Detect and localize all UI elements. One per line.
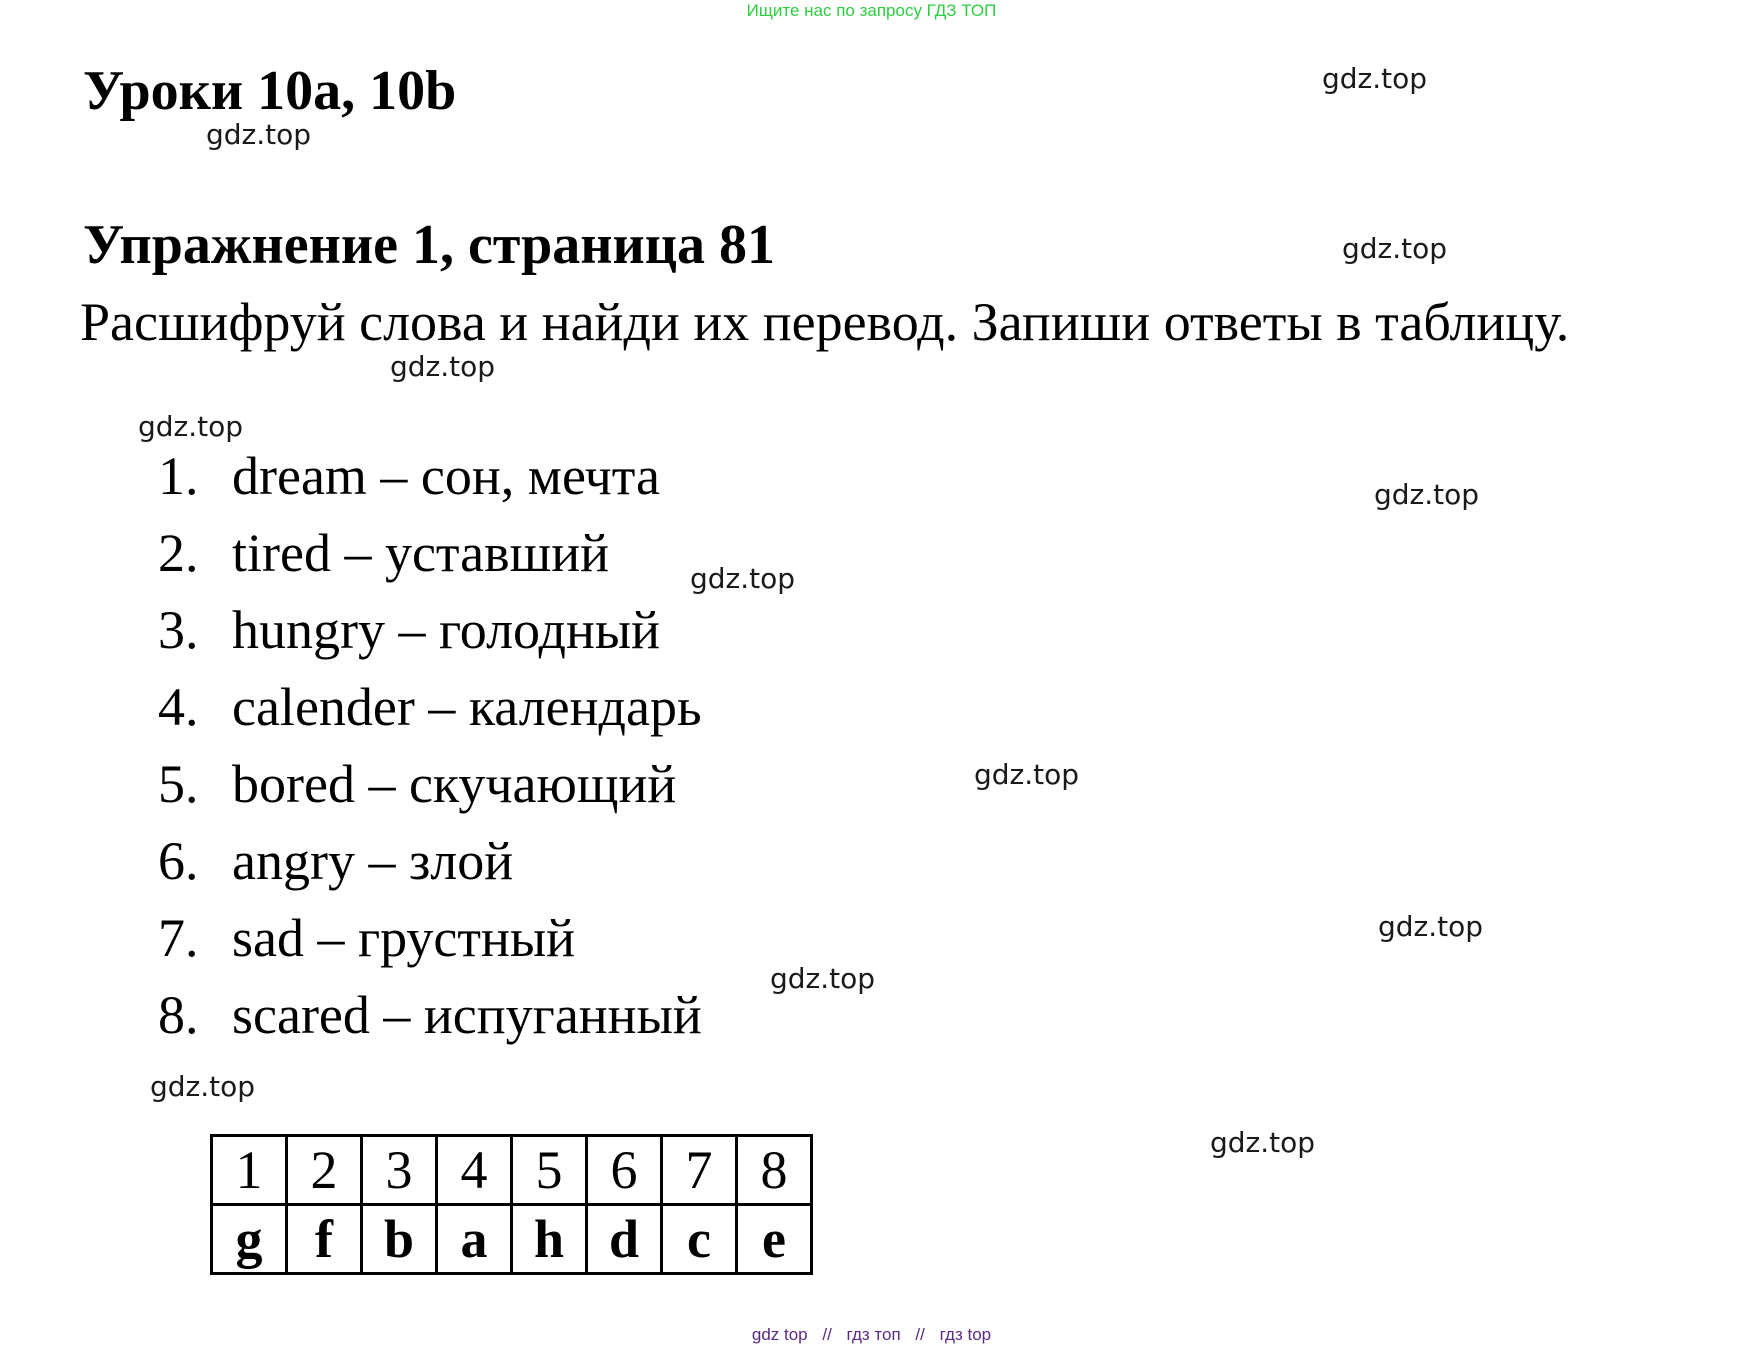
answer-letter-cell: b	[362, 1205, 437, 1274]
bottom-banner	[0, 1324, 1743, 1346]
watermark: gdz.top	[690, 562, 796, 595]
list-item-number: 3.	[158, 600, 199, 660]
list-item-number: 8.	[158, 985, 199, 1045]
list-item	[158, 829, 513, 893]
answer-number-cell: 6	[587, 1136, 662, 1205]
answer-table	[210, 1134, 813, 1275]
answer-table-letter-row	[212, 1205, 812, 1274]
list-item-text: bored – скучающий	[232, 754, 677, 814]
list-item	[158, 444, 660, 508]
answer-number-cell: 1	[212, 1136, 287, 1205]
answer-letter-cell: g	[212, 1205, 287, 1274]
list-item-text: tired – уставший	[232, 523, 610, 583]
answer-letter-cell: h	[512, 1205, 587, 1274]
watermark: gdz.top	[138, 410, 244, 443]
list-item-text: hungry – голодный	[232, 600, 661, 660]
watermark: gdz.top	[1342, 232, 1448, 265]
answer-letter-cell: a	[437, 1205, 512, 1274]
watermark: gdz.top	[206, 118, 312, 151]
list-item	[158, 598, 660, 662]
list-item-number: 5.	[158, 754, 199, 814]
list-item	[158, 521, 609, 585]
list-item-text: dream – сон, мечта	[232, 446, 660, 506]
list-item	[158, 983, 702, 1047]
answer-number-cell: 7	[662, 1136, 737, 1205]
watermark: gdz.top	[390, 350, 496, 383]
instruction-text: Расшифруй слова и найди их перевод. Запиши ответы в таблицу.	[80, 292, 1570, 352]
answer-number-cell: 4	[437, 1136, 512, 1205]
answer-number-cell: 2	[287, 1136, 362, 1205]
bottom-banner-link[interactable]: gdz top	[751, 1325, 808, 1344]
list-item-number: 7.	[158, 908, 199, 968]
bottom-banner-link[interactable]: гдз топ	[846, 1325, 901, 1344]
watermark: gdz.top	[1322, 62, 1428, 95]
list-item-number: 6.	[158, 831, 199, 891]
top-banner: Ищите нас по запросу ГДЗ ТОП	[746, 1, 997, 20]
list-item-text: scared – испуганный	[232, 985, 702, 1045]
list-item	[158, 675, 702, 739]
watermark: gdz.top	[1378, 910, 1484, 943]
exercise-title: Упражнение 1, страница 81	[83, 214, 776, 276]
answer-letter-cell: e	[737, 1205, 812, 1274]
watermark: gdz.top	[1210, 1126, 1316, 1159]
bottom-banner-link[interactable]: гдз top	[939, 1325, 992, 1344]
answer-number-cell: 8	[737, 1136, 812, 1205]
answer-letter-cell: d	[587, 1205, 662, 1274]
watermark: gdz.top	[150, 1070, 256, 1103]
lesson-title: Уроки 10a, 10b	[83, 60, 457, 122]
bottom-banner-separator: //	[915, 1325, 925, 1344]
answer-number-cell: 3	[362, 1136, 437, 1205]
list-item	[158, 906, 575, 970]
answer-letter-cell: c	[662, 1205, 737, 1274]
answer-letter-cell: f	[287, 1205, 362, 1274]
list-item-text: calender – календарь	[232, 677, 702, 737]
list-item-number: 4.	[158, 677, 199, 737]
answer-table-number-row	[212, 1136, 812, 1205]
watermark: gdz.top	[974, 758, 1080, 791]
watermark: gdz.top	[770, 962, 876, 995]
list-item-number: 1.	[158, 446, 199, 506]
list-item-text: angry – злой	[232, 831, 514, 891]
list-item	[158, 752, 676, 816]
answer-number-cell: 5	[512, 1136, 587, 1205]
watermark: gdz.top	[1374, 478, 1480, 511]
list-item-text: sad – грустный	[232, 908, 576, 968]
bottom-banner-separator: //	[822, 1325, 832, 1344]
list-item-number: 2.	[158, 523, 199, 583]
